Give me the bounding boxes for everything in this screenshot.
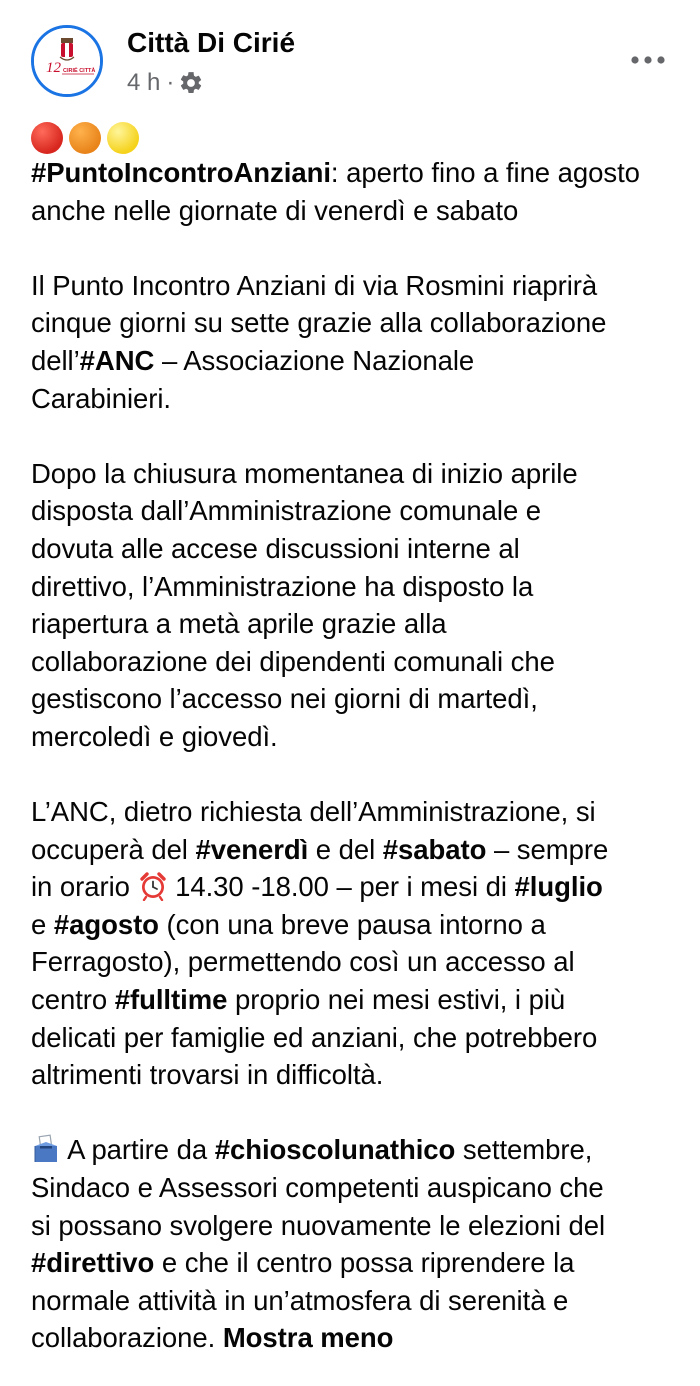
paragraph-text: : aperto fino a fine agosto anche nelle giornate di venerdì e sabato [31,157,640,226]
crest-icon [60,38,74,60]
hashtag-link[interactable]: #direttivo [31,1247,155,1279]
ballot-box-icon [31,1134,61,1164]
hashtag-link[interactable]: #PuntoIncontroAnziani [31,157,331,188]
text-line: altrimenti trovarsi in difficoltà. [31,1059,384,1091]
text-line: mercoledì e giovedì. [31,720,278,752]
logo-lettering: CIRIÉ CITTÀ [63,68,96,74]
post-header [0,0,700,120]
red-circle-icon [31,122,63,154]
post-text [31,122,691,1357]
yellow-circle-icon [107,122,139,154]
text-fragment: proprio nei mesi estivi, i più [227,984,566,1016]
city-logo [34,28,100,94]
paragraph-3 [31,455,691,756]
text-fragment: 14.30 -18.00 – per i mesi di [167,871,515,903]
text-fragment: e [31,908,54,940]
more-options-button[interactable] [626,42,670,78]
text-fragment: e del [308,833,383,865]
more-horizontal-icon [630,55,666,65]
text-line: Carabinieri. [31,382,172,414]
gear-icon[interactable] [178,70,204,96]
text-fragment: A partire da [61,1134,215,1166]
text-line: normale attività in un’atmosfera di serenità e [31,1284,569,1316]
orange-circle-icon [69,122,101,154]
paragraph-2 [31,267,691,417]
text-line: collaborazione dei dipendenti comunali che [31,645,555,677]
page-avatar[interactable] [31,25,103,97]
hashtag-link[interactable]: #sabato [382,833,487,865]
hashtag-link[interactable]: #fulltime [114,984,228,1016]
text-line: disposta dall’Amministrazione comunale e [31,495,542,527]
text-line: dovuta alle accese discussioni interne al [31,532,520,564]
text-fragment: – Associazione Nazionale [154,344,475,376]
text-line: direttivo, l’Amministrazione ha disposto la [31,570,534,602]
text-fragment: occuperà del [31,833,196,865]
text-line: Ferragosto), permettendo così un accesso al [31,946,575,978]
text-fragment: centro [31,984,115,1016]
text-line: L’ANC, dietro richiesta dell’Amministrazione, si [31,796,596,828]
text-fragment: settembre, [455,1134,593,1166]
paragraph-5 [31,1131,691,1357]
text-line: cinque giorni su sette grazie alla collaborazione [31,307,607,339]
post-timestamp[interactable]: 4 h [127,69,161,96]
svg-text:12: 12 [46,60,61,76]
alarm-clock-icon [138,871,168,901]
meta-separator: · [166,69,175,96]
text-line: si possano svolgere nuovamente le elezioni del [31,1209,606,1241]
text-fragment: in orario [31,871,138,903]
text-fragment: dell’ [31,344,80,376]
text-line: gestiscono l’accesso nei giorni di martedì, [31,683,538,715]
text-fragment: collaborazione. [31,1322,223,1354]
hashtag-link[interactable]: #agosto [53,908,159,940]
text-line: delicati per famiglie ed anziani, che potrebbero [31,1021,598,1053]
hashtag-link[interactable]: #venerdì [195,833,309,865]
show-less-link[interactable]: Mostra meno [222,1322,394,1354]
page-name-link[interactable]: Città Di Cirié [127,27,296,58]
text-fragment: – sempre [486,833,609,865]
post-meta [127,68,204,98]
text-line: Sindaco e Assessori competenti auspicano che [31,1172,604,1204]
text-line: Dopo la chiusura momentanea di inizio aprile [31,457,578,489]
text-line: Il Punto Incontro Anziani di via Rosmini riaprirà [31,269,598,301]
hashtag-link[interactable]: #luglio [514,871,603,903]
paragraph-1 [31,154,671,229]
emoji-row [31,122,691,154]
text-line: riapertura a metà aprile grazie alla [31,608,447,640]
text-fragment: (con una breve pausa intorno a [158,908,546,940]
hashtag-link[interactable]: #ANC [79,344,155,376]
hashtag-link[interactable]: #chioscolunathico [214,1134,456,1166]
paragraph-4 [31,793,691,1094]
text-fragment: e che il centro possa riprendere la [154,1247,575,1279]
